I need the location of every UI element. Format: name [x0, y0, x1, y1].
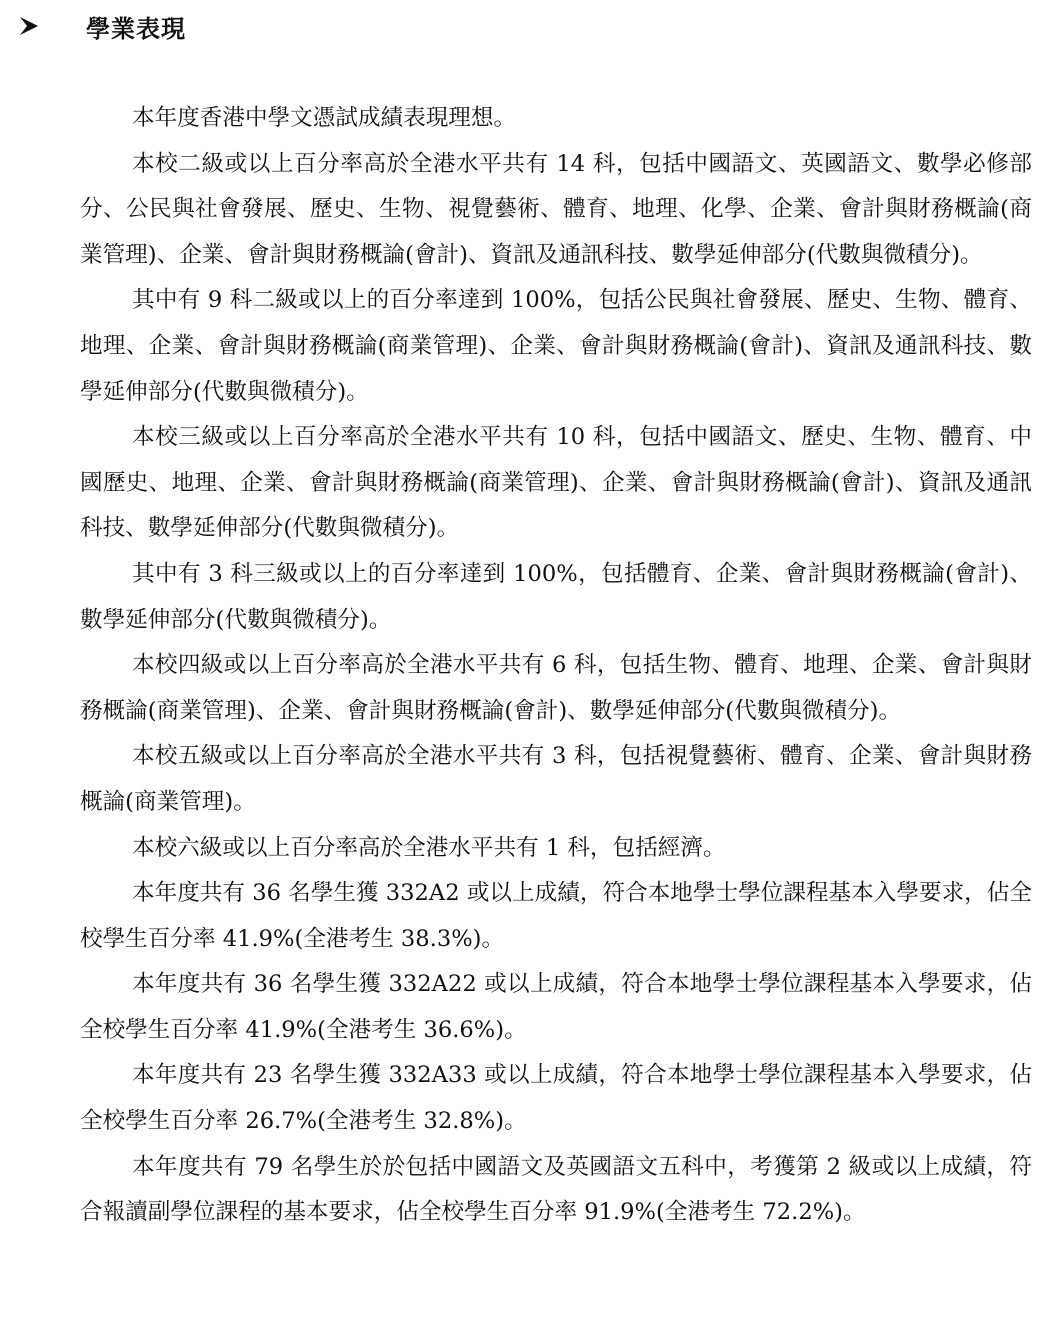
paragraph-level3-above-average: 本校三級或以上百分率高於全港水平共有 10 科，包括中國語文、歷史、生物、體育、中國歷史、地理、企業、會計與財務概論(商業管理)、企業、會計與財務概論(會計)、資訊及通訊科技、數學延伸部分(代數與微積分)。: [80, 424, 1032, 542]
paragraph-level3-full-pass: 其中有 3 科三級或以上的百分率達到 100%，包括體育、企業、會計與財務概論(會計)、數學延伸部分(代數與微積分)。: [80, 560, 1032, 633]
section-title: 學業表現: [86, 14, 186, 43]
paragraph-332a22-result: 本年度共有 36 名學生獲 332A22 或以上成績，符合本地學士學位課程基本入學要求，佔全校學生百分率 41.9%(全港考生 36.6%)。: [80, 971, 1032, 1043]
section-heading: [18, 6, 186, 46]
paragraph-level2-full-pass: 其中有 9 科二級或以上的百分率達到 100%，包括公民與社會發展、歷史、生物、體育、地理、企業、會計與財務概論(商業管理)、企業、會計與財務概論(會計)、資訊及通訊科技、數學延伸部分(代數與微積分)。: [80, 287, 1032, 405]
paragraph-332a33-result: 本年度共有 23 名學生獲 332A33 或以上成績，符合本地學士學位課程基本入學要求，佔全校學生百分率 26.7%(全港考生 32.8%)。: [80, 1062, 1032, 1135]
academic-performance-body: [80, 96, 1032, 1236]
arrowhead-bullet-icon: [18, 15, 40, 37]
paragraph-sub-degree-result: 本年度共有 79 名學生於於包括中國語文及英國語文五科中，考獲第 2 級或以上成績，符合報讀副學位課程的基本要求，佔全校學生百分率 91.9%(全港考生 72.2%)。: [80, 1153, 1032, 1226]
paragraph-level4-above-average: 本校四級或以上百分率高於全港水平共有 6 科，包括生物、體育、地理、企業、會計與財務概論(商業管理)、企業、會計與財務概論(會計)、數學延伸部分(代數與微積分)。: [80, 652, 1032, 724]
paragraph-level5-above-average: 本校五級或以上百分率高於全港水平共有 3 科，包括視覺藝術、體育、企業、會計與財務概論(商業管理)。: [80, 743, 1032, 815]
paragraph-intro: 本年度香港中學文憑試成績表現理想。: [132, 105, 517, 131]
paragraph-level6-above-average: 本校六級或以上百分率高於全港水平共有 1 科，包括經濟。: [132, 834, 726, 861]
paragraph-level2-above-average: 本校二級或以上百分率高於全港水平共有 14 科，包括中國語文、英國語文、數學必修部分、公民與社會發展、歷史、生物、視覺藝術、體育、地理、化學、企業、會計與財務概論(商業管理)、企業、會計與財務概論(會計)、資訊及通訊科技、數學延伸部分(代數與微積分)。: [80, 150, 1032, 268]
paragraph-332a2-result: 本年度共有 36 名學生獲 332A2 或以上成績，符合本地學士學位課程基本入學要求，佔全校學生百分率 41.9%(全港考生 38.3%)。: [80, 880, 1032, 952]
